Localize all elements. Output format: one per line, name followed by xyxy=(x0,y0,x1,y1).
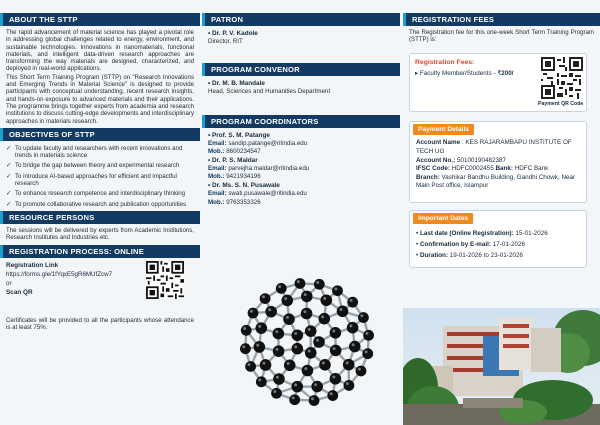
molecule-atom-highlight xyxy=(262,295,265,298)
date-item: • Duration: 19-01-2026 to 23-01-2026 xyxy=(416,252,523,259)
molecule-atom-highlight xyxy=(284,297,287,300)
molecule-atom-highlight xyxy=(256,344,259,347)
molecule-atom-highlight xyxy=(286,316,289,319)
molecule-atom-highlight xyxy=(273,390,276,393)
molecule-atom xyxy=(245,361,256,372)
molecule-atom xyxy=(319,359,331,371)
molecule-atom-highlight xyxy=(262,362,265,365)
patron-heading: PATRON xyxy=(202,13,400,26)
molecule-atom-highlight xyxy=(287,362,290,365)
molecule-atom-highlight xyxy=(243,327,246,330)
registration-link[interactable]: https://forms.gle/1fYqxE5gR6MUfZcw7 xyxy=(6,270,113,278)
resource-heading: RESOURCE PERSONS xyxy=(0,211,200,224)
molecule-atom xyxy=(281,295,293,307)
molecule-atom xyxy=(301,291,313,303)
molecule-atom-highlight xyxy=(316,281,319,284)
scan-qr-label: Scan QR xyxy=(6,288,33,296)
molecule-atom xyxy=(276,283,287,294)
registration-link-label: Registration Link xyxy=(6,261,59,269)
dates-list xyxy=(416,228,586,261)
molecule-atom xyxy=(321,294,333,306)
molecule-atom-highlight xyxy=(268,308,271,311)
molecule-atom-highlight xyxy=(294,345,297,348)
molecule-atom-highlight xyxy=(339,308,342,311)
coordinator-email[interactable]: sandip.patange@ritindia.edu xyxy=(228,139,308,147)
right-column xyxy=(403,0,600,425)
molecule-atom-highlight xyxy=(330,392,333,395)
coordinator-email-row: Email: swati.pusawale@ritindia.edu xyxy=(208,189,307,197)
molecule-atom-highlight xyxy=(297,280,300,283)
payment-qr-icon[interactable] xyxy=(541,57,583,99)
coordinator-name: • Dr. P. S. Maldar xyxy=(202,157,400,165)
molecule-atom-highlight xyxy=(304,367,307,370)
about-paragraph-1: The rapid advancement of material science has played a pivotal role in addressing global challenges related to energy, environment, and sustainable technologies. Innovations in nanomaterials, functional materials, and intelligent data-driven research approaches are transforming the way materials are designed, characterized, and deployed in real-world applications. xyxy=(6,29,194,73)
molecule-atom-highlight xyxy=(365,350,368,353)
patron-name: • Dr. P. V. Kadole xyxy=(202,30,400,38)
objective-item: ✓ To enhance research competence and interdisciplinary thinking xyxy=(6,190,194,197)
molecule-atom xyxy=(330,327,342,339)
about-heading: ABOUT THE STTP xyxy=(0,13,200,26)
molecule-atom xyxy=(284,359,296,371)
molecule-atom xyxy=(302,365,314,377)
payment-qr-caption: Payment QR Code xyxy=(538,101,584,107)
molecule-atom-highlight xyxy=(308,350,311,353)
molecule-atom xyxy=(305,347,317,359)
molecule-atom-highlight xyxy=(358,368,361,371)
coordinator-name: • Dr. Ms. S. N. Pusawale xyxy=(202,182,400,190)
molecule-atom xyxy=(311,381,323,393)
molecule-atom xyxy=(273,345,285,357)
molecule-atom-highlight xyxy=(365,332,368,335)
molecule-atom xyxy=(253,341,265,353)
coordinator-mob-row: Mob.: 9421934196 xyxy=(208,173,261,181)
registration-process-heading: REGISTRATION PROCESS: ONLINE xyxy=(0,245,200,258)
molecule-atom xyxy=(295,278,306,289)
molecule-atom xyxy=(327,390,338,401)
fees-line: ▸ Faculty Member/Students - ₹200/ xyxy=(415,70,514,77)
molecule-atom xyxy=(305,325,317,337)
molecule-atom-highlight xyxy=(242,345,245,348)
important-dates-box xyxy=(409,210,587,268)
molecule-atom-highlight xyxy=(332,330,335,333)
molecule-atom xyxy=(332,285,343,296)
date-item: • Confirmation by E-mail: 17-01-2026 xyxy=(416,241,525,248)
molecule-atom xyxy=(265,306,277,318)
date-item: • Last date (Online Registration): 15-01-2026 xyxy=(416,230,548,237)
molecule-atom xyxy=(356,366,367,377)
molecule-atom-highlight xyxy=(333,347,336,350)
molecule-atom xyxy=(241,325,252,336)
molecule-atom xyxy=(349,341,361,353)
molecule-atom-highlight xyxy=(350,299,353,302)
coordinators-heading: PROGRAM COORDINATORS xyxy=(202,115,400,128)
convenor-role: Head, Sciences and Humanities Department xyxy=(208,87,331,95)
objective-item: ✓ To promote collaborative research and publication opportunities xyxy=(6,201,194,208)
account-number-row: Account No.: 50100190482387 xyxy=(416,156,506,164)
molecule-atom xyxy=(363,330,374,341)
molecule-atom xyxy=(256,376,267,387)
molecule-atom xyxy=(289,394,300,405)
molecule-atom-highlight xyxy=(304,293,307,296)
molecule-atom-highlight xyxy=(258,325,261,328)
molecule-atom xyxy=(260,293,271,304)
objective-item: ✓ To update faculty and researchers with recent innovations and trends in materials science xyxy=(6,145,194,160)
fees-amount: 200/ xyxy=(501,70,514,77)
fees-intro: The Registration fee for this one-week Short Term Training Program (STTP) is: xyxy=(409,29,594,44)
objectives-list xyxy=(0,145,200,208)
patron-role: Director, RIT xyxy=(208,38,243,45)
or-text: or xyxy=(6,279,12,287)
molecule-atom xyxy=(309,395,320,406)
molecule-atom xyxy=(337,306,349,318)
coordinator-mob: 8600234547 xyxy=(226,148,261,156)
objective-item: ✓ To bridge the gap between theory and experimental research xyxy=(6,162,194,169)
molecule-atom xyxy=(358,312,369,323)
molecule-atom-highlight xyxy=(322,362,325,365)
coordinator-mob-row: Mob.: 8600234547 xyxy=(208,148,261,156)
molecule-atom-highlight xyxy=(308,328,311,331)
molecule-atom xyxy=(330,345,342,357)
molecule-atom-highlight xyxy=(294,332,297,335)
molecule-atom-highlight xyxy=(314,383,317,386)
molecule-atom-highlight xyxy=(276,376,279,379)
molecule-atom-highlight xyxy=(316,339,319,342)
molecule-atom-highlight xyxy=(250,310,253,313)
molecule-atom xyxy=(314,279,325,290)
fullerene-molecule-image xyxy=(232,270,382,420)
molecule-atom xyxy=(344,380,355,391)
molecule-atom-highlight xyxy=(360,314,363,317)
molecule-atom-highlight xyxy=(303,310,306,313)
molecule-atom-highlight xyxy=(332,375,335,378)
molecule-atom-highlight xyxy=(334,287,337,290)
molecule-atom xyxy=(273,328,285,340)
molecule-atom-highlight xyxy=(275,330,278,333)
molecule-atom xyxy=(255,322,267,334)
molecule-atom xyxy=(248,308,259,319)
account-name-row: Account Name : KES RAJARAMBAPU INSTITUTE OF TECH UG xyxy=(416,139,572,155)
molecule-atom-highlight xyxy=(311,397,314,400)
molecule-atom xyxy=(291,381,303,393)
bullet-icon: ▸ xyxy=(415,70,419,77)
important-dates-heading: Important Dates xyxy=(413,213,473,224)
objective-item: ✓ To introduce AI-based approaches for efficient and impactful research xyxy=(6,173,194,188)
molecule-atom-highlight xyxy=(248,363,251,366)
molecule-atom xyxy=(343,359,355,371)
molecule-atom xyxy=(347,297,358,308)
molecule-atom xyxy=(330,373,342,385)
coordinator-email-row: Email: sandip.patange@ritindia.edu xyxy=(208,139,308,147)
molecule-atom xyxy=(362,348,373,359)
molecule-atom-highlight xyxy=(292,396,295,399)
molecule-atom xyxy=(260,359,272,371)
campus-building-photo xyxy=(403,308,600,425)
coordinator-name: • Prof. S. M. Patange xyxy=(202,132,400,140)
coordinator-mob-row: Mob.: 9763353326 xyxy=(208,198,261,206)
payment-details-box xyxy=(409,121,587,203)
ifsc-row: IFSC Code: HDFC0002455 Bank: HDFC Bank xyxy=(416,165,549,173)
registration-qr-icon[interactable] xyxy=(146,261,184,299)
molecule-atom xyxy=(291,329,303,341)
molecule-atom-highlight xyxy=(294,383,297,386)
molecule-atom-highlight xyxy=(352,343,355,346)
resource-text: The sessions will be delivered by experts from Academic Institutions, Research Institutes and Industries etc. xyxy=(6,226,194,242)
molecule-atom xyxy=(273,373,285,385)
middle-column xyxy=(202,0,400,425)
fees-box-title: Registration Fees: xyxy=(415,59,475,66)
coordinator-list xyxy=(202,132,400,208)
molecule-atom-highlight xyxy=(278,285,281,288)
certificate-text: Certificates will be provided to all the participants whose attendance is at least 75%. xyxy=(6,316,194,331)
convenor-name: • Dr. M. B. Mandale xyxy=(202,80,400,88)
about-paragraph-2: This Short Term Training Program (STTP) on "Research Innovations and Emerging Trends in Material Science" is designed to provide participants with conceptual understanding, recent research insights, and hands-on exposure to advanced materials and their applications. The programme brings together experts from academia and research institutions to discuss cutting-edge developments and interdisciplinary approaches in materials research. xyxy=(6,73,194,125)
coordinator-mob: 9421934196 xyxy=(226,173,261,181)
molecule-atom xyxy=(240,343,251,354)
coordinator-email-row: Email: parvejha.maldar@ritindia.edu xyxy=(208,164,310,172)
left-column xyxy=(0,0,200,425)
payment-details-heading: Payment Details xyxy=(413,124,474,135)
account-details xyxy=(416,139,584,189)
fees-box xyxy=(409,53,587,112)
molecule-atom xyxy=(271,388,282,399)
molecule-atom xyxy=(347,322,359,334)
molecule-atom-highlight xyxy=(321,315,324,318)
fees-heading: REGISTRATION FEES xyxy=(403,13,600,26)
branch-row: Branch: Vashikar Bandhu Building, Gandhi Chowk, Near Main Post office, Islampur xyxy=(416,174,576,189)
molecule-atom-highlight xyxy=(349,324,352,327)
molecule-atom-highlight xyxy=(276,348,279,351)
molecule-atom-highlight xyxy=(323,297,326,300)
coordinator-mob: 9763353326 xyxy=(226,198,261,206)
molecule-atom-highlight xyxy=(258,379,261,382)
convenor-heading: PROGRAM CONVENOR xyxy=(202,63,400,76)
objectives-heading: OBJECTIVES OF STTP xyxy=(0,128,200,141)
molecule-atom xyxy=(283,313,295,325)
molecule-atom-highlight xyxy=(346,361,349,364)
molecule-atom xyxy=(301,308,313,320)
coordinator-email[interactable]: swati.pusawale@ritindia.edu xyxy=(228,189,307,197)
coordinator-email[interactable]: parvejha.maldar@ritindia.edu xyxy=(228,164,310,172)
molecule-atom-highlight xyxy=(346,382,349,385)
molecule-atom xyxy=(318,313,330,325)
registration-link-block xyxy=(0,261,200,315)
molecule-atom xyxy=(313,336,325,348)
molecule-atom xyxy=(291,343,303,355)
